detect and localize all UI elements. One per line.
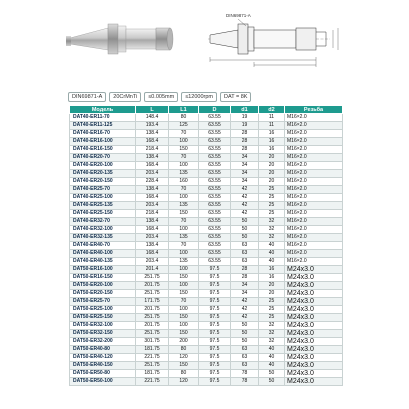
- cell-d2: 40: [259, 362, 285, 370]
- cell-model: DAT40-ER20-150: [70, 178, 136, 186]
- cell-thread: M24x3.0: [285, 330, 343, 338]
- cell-l1: 100: [169, 282, 199, 290]
- cell-l: 168.4: [136, 162, 169, 170]
- cell-l1: 135: [169, 202, 199, 210]
- cell-d2: 32: [259, 234, 285, 242]
- column-header-d2: d2: [259, 106, 285, 114]
- cell-l1: 100: [169, 306, 199, 314]
- cell-l: 203.4: [136, 170, 169, 178]
- cell-l1: 100: [169, 322, 199, 330]
- drawing-label: DIN69871-A: [226, 13, 251, 18]
- cell-l1: 120: [169, 378, 199, 386]
- cell-l1: 70: [169, 218, 199, 226]
- cell-d: 97.5: [199, 298, 231, 306]
- cell-d: 63.55: [199, 138, 231, 146]
- cell-l: 148.4: [136, 114, 169, 122]
- cell-l: 138.4: [136, 130, 169, 138]
- cell-thread: M24x3.0: [285, 306, 343, 314]
- cell-d1: 63: [231, 354, 259, 362]
- cell-l: 168.4: [136, 226, 169, 234]
- spec-max-speed: ≤12000rpm: [181, 92, 217, 102]
- cell-model: DAT40-ER16-70: [70, 130, 136, 138]
- cell-model: DAT40-ER16-100: [70, 138, 136, 146]
- cell-d: 97.5: [199, 378, 231, 386]
- column-header-thread: Резьба: [285, 106, 343, 114]
- cell-l1: 135: [169, 234, 199, 242]
- cell-l: 181.75: [136, 346, 169, 354]
- cell-l1: 70: [169, 298, 199, 306]
- cell-l1: 150: [169, 210, 199, 218]
- cell-d1: 28: [231, 146, 259, 154]
- table-row: [70, 138, 343, 146]
- cell-model: DAT50-ER40-80: [70, 346, 136, 354]
- cell-d1: 42: [231, 306, 259, 314]
- cell-thread: M24x3.0: [285, 362, 343, 370]
- table-row: [70, 378, 343, 386]
- cell-l1: 100: [169, 266, 199, 274]
- cell-d: 97.5: [199, 330, 231, 338]
- cell-d: 63.55: [199, 162, 231, 170]
- cell-thread: M16×2.0: [285, 114, 343, 122]
- table-row: [70, 282, 343, 290]
- cell-thread: M16×2.0: [285, 122, 343, 130]
- cell-l: 251.75: [136, 290, 169, 298]
- cell-l1: 150: [169, 274, 199, 282]
- cell-model: DAT50-ER40-120: [70, 354, 136, 362]
- table-row: [70, 266, 343, 274]
- cell-thread: M16×2.0: [285, 234, 343, 242]
- cell-l1: 150: [169, 362, 199, 370]
- cell-model: DAT40-ER25-135: [70, 202, 136, 210]
- cell-d: 63.55: [199, 130, 231, 138]
- cell-model: DAT50-ER32-200: [70, 338, 136, 346]
- cell-d: 97.5: [199, 306, 231, 314]
- cell-l: 138.4: [136, 154, 169, 162]
- cell-l1: 150: [169, 146, 199, 154]
- table-row: [70, 274, 343, 282]
- cell-d: 97.5: [199, 346, 231, 354]
- cell-d: 97.5: [199, 266, 231, 274]
- column-header-l: L: [136, 106, 169, 114]
- cell-thread: M16×2.0: [285, 202, 343, 210]
- cell-d1: 42: [231, 194, 259, 202]
- cell-d1: 42: [231, 210, 259, 218]
- cell-d: 97.5: [199, 322, 231, 330]
- cell-l: 218.4: [136, 210, 169, 218]
- cell-l1: 70: [169, 186, 199, 194]
- spec-standard: DIN69871-A: [68, 92, 106, 102]
- cell-l1: 100: [169, 226, 199, 234]
- cell-thread: M16×2.0: [285, 242, 343, 250]
- table-row: [70, 210, 343, 218]
- cell-model: DAT50-ER50-100: [70, 378, 136, 386]
- cell-d2: 25: [259, 298, 285, 306]
- cell-d1: 63: [231, 250, 259, 258]
- cell-d: 63.55: [199, 146, 231, 154]
- cell-d: 97.5: [199, 282, 231, 290]
- cell-l: 228.4: [136, 178, 169, 186]
- cell-model: DAT50-ER20-150: [70, 290, 136, 298]
- cell-d: 63.55: [199, 242, 231, 250]
- cell-model: DAT50-ER20-100: [70, 282, 136, 290]
- cell-d1: 28: [231, 274, 259, 282]
- cell-d2: 25: [259, 314, 285, 322]
- cell-l: 168.4: [136, 194, 169, 202]
- table-row: [70, 186, 343, 194]
- cell-d2: 20: [259, 282, 285, 290]
- cell-thread: M16×2.0: [285, 218, 343, 226]
- cell-thread: M24x3.0: [285, 274, 343, 282]
- cell-d: 63.55: [199, 170, 231, 178]
- cell-d1: 34: [231, 162, 259, 170]
- cell-thread: M24x3.0: [285, 370, 343, 378]
- cell-d1: 34: [231, 282, 259, 290]
- table-row: [70, 162, 343, 170]
- cell-model: DAT40-ER40-70: [70, 242, 136, 250]
- tool-holder-photo: [66, 24, 173, 54]
- cell-l1: 100: [169, 138, 199, 146]
- cell-d2: 20: [259, 162, 285, 170]
- cell-d2: 25: [259, 202, 285, 210]
- cell-l1: 80: [169, 346, 199, 354]
- cell-d: 97.5: [199, 338, 231, 346]
- cell-thread: M24x3.0: [285, 346, 343, 354]
- spec-material: 20CrMnTi: [109, 92, 141, 102]
- cell-thread: M24x3.0: [285, 354, 343, 362]
- cell-d1: 34: [231, 154, 259, 162]
- cell-l1: 70: [169, 154, 199, 162]
- cell-d1: 50: [231, 330, 259, 338]
- table-body: [70, 114, 343, 386]
- cell-model: DAT40-ER40-135: [70, 258, 136, 266]
- column-header-model: Модель: [70, 106, 136, 114]
- cell-d1: 50: [231, 234, 259, 242]
- spec-runout: ≤0.005mm: [144, 92, 178, 102]
- cell-d2: 32: [259, 218, 285, 226]
- cell-d1: 42: [231, 298, 259, 306]
- cell-d: 63.55: [199, 178, 231, 186]
- cell-l: 218.4: [136, 146, 169, 154]
- cell-model: DAT50-ER16-100: [70, 266, 136, 274]
- table-row: [70, 314, 343, 322]
- technical-drawing: [208, 24, 338, 67]
- cell-l: 251.75: [136, 274, 169, 282]
- cell-d1: 50: [231, 226, 259, 234]
- cell-model: DAT40-ER20-135: [70, 170, 136, 178]
- cell-d1: 42: [231, 186, 259, 194]
- cell-d1: 63: [231, 362, 259, 370]
- cell-l1: 150: [169, 330, 199, 338]
- cell-d: 63.55: [199, 186, 231, 194]
- cell-model: DAT40-ER11-125: [70, 122, 136, 130]
- cell-d2: 25: [259, 194, 285, 202]
- column-header-d: D: [199, 106, 231, 114]
- cell-l: 251.75: [136, 330, 169, 338]
- table-row: [70, 330, 343, 338]
- cell-l: 201.75: [136, 322, 169, 330]
- cell-l: 181.75: [136, 370, 169, 378]
- table-row: [70, 298, 343, 306]
- cell-thread: M24x3.0: [285, 298, 343, 306]
- table-row: [70, 218, 343, 226]
- cell-model: DAT40-ER20-100: [70, 162, 136, 170]
- spec-balance: DAT = 8K: [220, 92, 252, 102]
- cell-d1: 34: [231, 170, 259, 178]
- cell-l1: 70: [169, 130, 199, 138]
- cell-model: DAT40-ER25-70: [70, 186, 136, 194]
- cell-d2: 32: [259, 330, 285, 338]
- cell-d2: 11: [259, 122, 285, 130]
- cell-d: 63.55: [199, 226, 231, 234]
- cell-l1: 100: [169, 194, 199, 202]
- table-row: [70, 170, 343, 178]
- table-row: [70, 362, 343, 370]
- cell-l1: 100: [169, 162, 199, 170]
- cell-d1: 28: [231, 138, 259, 146]
- cell-model: DAT50-ER25-70: [70, 298, 136, 306]
- cell-l: 301.75: [136, 338, 169, 346]
- cell-l: 168.4: [136, 138, 169, 146]
- cell-model: DAT40-ER11-70: [70, 114, 136, 122]
- cell-model: DAT40-ER32-135: [70, 234, 136, 242]
- table-row: [70, 322, 343, 330]
- cell-d2: 32: [259, 322, 285, 330]
- cell-d1: 50: [231, 338, 259, 346]
- cell-d1: 63: [231, 242, 259, 250]
- cell-l: 203.4: [136, 234, 169, 242]
- illustration-area: [0, 0, 409, 84]
- cell-d: 63.55: [199, 250, 231, 258]
- cell-l1: 100: [169, 250, 199, 258]
- cell-thread: M16×2.0: [285, 210, 343, 218]
- cell-d: 63.55: [199, 258, 231, 266]
- cell-l1: 120: [169, 354, 199, 362]
- cell-l: 201.4: [136, 266, 169, 274]
- cell-d2: 40: [259, 346, 285, 354]
- cell-thread: M16×2.0: [285, 138, 343, 146]
- cell-d: 97.5: [199, 370, 231, 378]
- table-row: [70, 250, 343, 258]
- cell-d2: 20: [259, 170, 285, 178]
- cell-l1: 160: [169, 178, 199, 186]
- cell-l: 251.75: [136, 362, 169, 370]
- table-row: [70, 146, 343, 154]
- cell-d2: 50: [259, 370, 285, 378]
- cell-d1: 19: [231, 114, 259, 122]
- cell-d: 63.55: [199, 122, 231, 130]
- cell-model: DAT40-ER25-100: [70, 194, 136, 202]
- spec-table: [69, 105, 343, 386]
- cell-d2: 20: [259, 290, 285, 298]
- table-row: [70, 114, 343, 122]
- cell-l: 201.75: [136, 306, 169, 314]
- cell-l: 138.4: [136, 242, 169, 250]
- cell-thread: M16×2.0: [285, 186, 343, 194]
- cell-d1: 63: [231, 346, 259, 354]
- cell-model: DAT40-ER16-150: [70, 146, 136, 154]
- table-row: [70, 178, 343, 186]
- cell-thread: M16×2.0: [285, 194, 343, 202]
- cell-model: DAT40-ER40-100: [70, 250, 136, 258]
- cell-d1: 42: [231, 314, 259, 322]
- cell-d2: 16: [259, 274, 285, 282]
- cell-thread: M24x3.0: [285, 266, 343, 274]
- cell-model: DAT50-ER32-150: [70, 330, 136, 338]
- cell-d2: 40: [259, 250, 285, 258]
- cell-d2: 25: [259, 306, 285, 314]
- cell-d1: 19: [231, 122, 259, 130]
- cell-d2: 20: [259, 154, 285, 162]
- cell-d2: 16: [259, 266, 285, 274]
- cell-l: 138.4: [136, 218, 169, 226]
- cell-model: DAT50-ER25-100: [70, 306, 136, 314]
- cell-d1: 63: [231, 258, 259, 266]
- cell-d2: 25: [259, 210, 285, 218]
- cell-thread: M24x3.0: [285, 322, 343, 330]
- cell-thread: M24x3.0: [285, 314, 343, 322]
- table-row: [70, 202, 343, 210]
- table-row: [70, 194, 343, 202]
- cell-d2: 40: [259, 354, 285, 362]
- cell-d1: 78: [231, 370, 259, 378]
- cell-d2: 16: [259, 138, 285, 146]
- table-row: [70, 130, 343, 138]
- cell-d: 63.55: [199, 194, 231, 202]
- cell-d2: 20: [259, 178, 285, 186]
- cell-l1: 125: [169, 122, 199, 130]
- cell-d: 97.5: [199, 362, 231, 370]
- cell-thread: M24x3.0: [285, 338, 343, 346]
- cell-thread: M16×2.0: [285, 170, 343, 178]
- cell-thread: M16×2.0: [285, 130, 343, 138]
- cell-thread: M16×2.0: [285, 258, 343, 266]
- cell-l: 193.4: [136, 122, 169, 130]
- cell-l1: 150: [169, 290, 199, 298]
- cell-d2: 11: [259, 114, 285, 122]
- column-header-d1: d1: [231, 106, 259, 114]
- cell-d: 97.5: [199, 274, 231, 282]
- table-row: [70, 354, 343, 362]
- cell-d2: 16: [259, 146, 285, 154]
- table-row: [70, 226, 343, 234]
- table-row: [70, 370, 343, 378]
- cell-l1: 80: [169, 114, 199, 122]
- cell-l: 138.4: [136, 186, 169, 194]
- cell-d2: 50: [259, 378, 285, 386]
- cell-d2: 32: [259, 338, 285, 346]
- cell-d2: 16: [259, 130, 285, 138]
- cell-d1: 28: [231, 266, 259, 274]
- cell-model: DAT40-ER25-150: [70, 210, 136, 218]
- cell-d1: 50: [231, 322, 259, 330]
- cell-d1: 28: [231, 130, 259, 138]
- cell-d: 97.5: [199, 314, 231, 322]
- cell-thread: M16×2.0: [285, 250, 343, 258]
- cell-d2: 25: [259, 186, 285, 194]
- cell-thread: M16×2.0: [285, 178, 343, 186]
- cell-d1: 78: [231, 378, 259, 386]
- cell-d1: 34: [231, 178, 259, 186]
- cell-thread: M24x3.0: [285, 290, 343, 298]
- cell-d1: 50: [231, 218, 259, 226]
- cell-d: 63.55: [199, 234, 231, 242]
- cell-d1: 42: [231, 202, 259, 210]
- cell-d: 63.55: [199, 218, 231, 226]
- cell-l1: 70: [169, 242, 199, 250]
- table-row: [70, 234, 343, 242]
- cell-d: 63.55: [199, 202, 231, 210]
- cell-l1: 80: [169, 370, 199, 378]
- cell-model: DAT40-ER20-70: [70, 154, 136, 162]
- cell-l1: 200: [169, 338, 199, 346]
- cell-d: 63.55: [199, 114, 231, 122]
- column-header-l1: L1: [169, 106, 199, 114]
- table-row: [70, 242, 343, 250]
- cell-l: 168.4: [136, 250, 169, 258]
- cell-l: 221.75: [136, 378, 169, 386]
- table-row: [70, 154, 343, 162]
- spec-badges: [68, 92, 251, 102]
- cell-thread: M16×2.0: [285, 146, 343, 154]
- cell-l: 171.75: [136, 298, 169, 306]
- cell-thread: M16×2.0: [285, 162, 343, 170]
- cell-d2: 40: [259, 242, 285, 250]
- table-row: [70, 258, 343, 266]
- cell-d: 97.5: [199, 354, 231, 362]
- table-row: [70, 290, 343, 298]
- cell-model: DAT50-ER40-150: [70, 362, 136, 370]
- table-row: [70, 306, 343, 314]
- table-row: [70, 122, 343, 130]
- table-header-row: [70, 106, 343, 114]
- cell-d1: 34: [231, 290, 259, 298]
- cell-l: 251.75: [136, 314, 169, 322]
- table-row: [70, 346, 343, 354]
- cell-l1: 135: [169, 170, 199, 178]
- cell-d2: 32: [259, 226, 285, 234]
- cell-thread: M24x3.0: [285, 282, 343, 290]
- cell-d2: 40: [259, 258, 285, 266]
- cell-l: 203.4: [136, 258, 169, 266]
- cell-model: DAT40-ER32-100: [70, 226, 136, 234]
- cell-thread: M16×2.0: [285, 154, 343, 162]
- cell-l1: 135: [169, 258, 199, 266]
- cell-d: 97.5: [199, 290, 231, 298]
- cell-model: DAT40-ER32-70: [70, 218, 136, 226]
- cell-thread: M16×2.0: [285, 226, 343, 234]
- cell-d: 63.55: [199, 154, 231, 162]
- cell-thread: M24x3.0: [285, 378, 343, 386]
- cell-model: DAT50-ER32-100: [70, 322, 136, 330]
- cell-l: 221.75: [136, 354, 169, 362]
- cell-d: 63.55: [199, 210, 231, 218]
- cell-model: DAT50-ER50-80: [70, 370, 136, 378]
- table-row: [70, 338, 343, 346]
- cell-l: 201.75: [136, 282, 169, 290]
- cell-model: DAT50-ER25-150: [70, 314, 136, 322]
- cell-model: DAT50-ER16-150: [70, 274, 136, 282]
- cell-l1: 150: [169, 314, 199, 322]
- cell-l: 203.4: [136, 202, 169, 210]
